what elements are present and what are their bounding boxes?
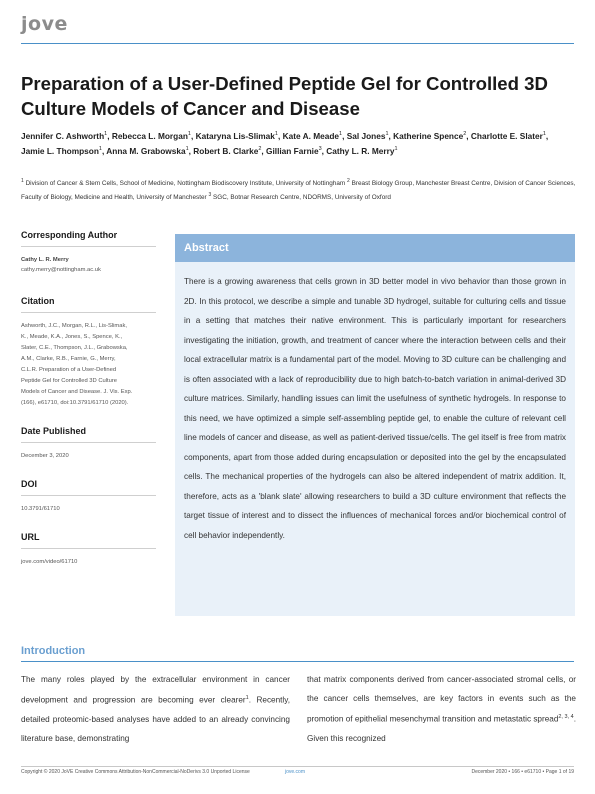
affiliation-marker: 3 xyxy=(208,191,212,198)
author-item xyxy=(21,146,102,156)
author-name: Kate A. Meade xyxy=(282,130,340,141)
author-affiliation-marker: 3 xyxy=(318,145,322,152)
affiliation-2: Breast Biology Group, Manchester Breast Centre, Division of Cancer Sciences, Faculty of Biology, Medicine and Health, University of Manchester xyxy=(21,180,576,201)
url-value[interactable]: jove.com/video/61710 xyxy=(21,559,78,565)
author-name: Anna M. Grabowska xyxy=(106,145,186,156)
author-item xyxy=(393,131,466,141)
footer-divider xyxy=(21,766,574,767)
affiliation-3: SGC, Botnar Research Centre, NDORMS, University of Oxford xyxy=(213,193,391,201)
author-item xyxy=(21,131,107,141)
doi-heading: DOI xyxy=(21,479,156,496)
citation-heading: Citation xyxy=(21,296,156,313)
footer-page-info: December 2020 • 166 • e61710 • Page 1 of 19 xyxy=(471,769,574,775)
abstract-heading: Abstract xyxy=(175,234,575,262)
corresponding-author-name: Cathy L. R. Merry xyxy=(21,257,69,263)
affiliation-1: Division of Cancer & Stem Cells, School of Medicine, Nottingham Biodiscovery Institute, University of Nottingham xyxy=(25,180,346,188)
author-name: Sal Jones xyxy=(346,130,386,141)
affiliation-marker: 2 xyxy=(347,178,350,184)
citation-text: Ashworth, J.C., Morgan, R.L., Lis-Slimak, K., Meade, K.A., Jones, S., Spence, K., Slater, C.E., Thompson, J.L., Grabowska, A.M., Clarke, R.B., Farnie, G., Merry, C.L.R. Preparation of a User-Defined Peptide Gel for Controlled 3D Culture Models of Cancer and Disease. J. Vis. Exp. (166), e61710, doi:10.3791/61710 (2020). xyxy=(21,323,133,406)
date-published-value: December 3, 2020 xyxy=(21,453,69,459)
author-affiliation-marker: 2 xyxy=(258,145,262,152)
author-item xyxy=(471,131,546,141)
reference-marker[interactable]: 1 xyxy=(245,695,249,701)
author-affiliation-marker: 1 xyxy=(394,145,398,152)
jove-logo[interactable]: jove xyxy=(21,13,68,35)
author-name: Jamie L. Thompson xyxy=(21,145,99,156)
author-affiliation-marker: 1 xyxy=(185,145,189,152)
author-name: Katherine Spence xyxy=(393,130,464,141)
intro-right-text-cont: . Given this recognized xyxy=(307,714,576,743)
intro-right-text: that matrix components derived from cancer-associated stromal cells, or the cancer cells themselves, are key factors in events such as the promotion of epithelial mesenchymal transition and metastatic spread xyxy=(307,675,576,724)
author-affiliation-marker: 1 xyxy=(385,131,389,137)
author-affiliation-marker: 1 xyxy=(339,131,343,137)
author-name: Robert B. Clarke xyxy=(193,145,259,156)
date-published-heading: Date Published xyxy=(21,426,156,443)
doi-value[interactable]: 10.3791/61710 xyxy=(21,506,60,512)
author-item xyxy=(347,131,389,141)
author-name: Charlotte E. Slater xyxy=(470,130,543,141)
introduction-divider xyxy=(21,661,574,662)
corresponding-author-heading: Corresponding Author xyxy=(21,230,156,247)
affiliation-marker: 1 xyxy=(21,178,24,184)
abstract-box xyxy=(175,234,575,616)
author-name: Rebecca L. Morgan xyxy=(111,130,188,141)
introduction-right-column xyxy=(307,670,576,748)
url-heading: URL xyxy=(21,532,156,549)
author-item xyxy=(112,131,191,141)
author-affiliation-marker: 1 xyxy=(542,131,546,137)
author-item xyxy=(283,131,342,141)
intro-left-text: The many roles played by the extracellular environment in cancer development and progression are becoming ever clearer xyxy=(21,675,290,705)
footer-copyright: Copyright © 2020 JoVE Creative Commons Attribution-NonCommercial-NoDerivs 3.0 Unported License xyxy=(21,769,250,775)
corresponding-author-email[interactable]: cathy.merry@nottingham.ac.uk xyxy=(21,267,101,273)
author-item xyxy=(266,146,322,156)
author-affiliation-marker: 2 xyxy=(463,131,467,137)
abstract-text: There is a growing awareness that cells grown in 3D better model in vivo behavior than those grown in 2D. In this protocol, we describe a simple and tunable 3D hydrogel, suitable for culturing cells and tissue in a setting that matches their native environment. This is particularly important for researchers investigating the initiation, growth, and treatment of cancer where the interaction between cells and their local extracellular matrix is a fundamental part of the model. Moving to 3D culture can be challenging and is often associated with a lack of reproducibility due to high batch-to-batch variation in animal-derived 3D culture matrices. Similarly, handling issues can limit the usefulness of synthetic hydrogels. In response to this need, we have optimized a simple self-assembling peptide gel, to enable the culture of relevant cell line models of cancer and disease, as well as patient-derived tissue/cells. The gel itself is free from matrix components, apart from those added during encapsulation or deposited into the gel by the encapsulated cells. The mechanical properties of the hydrogels can also be altered independent of matrix addition. It, therefore, acts as a 'blank slate' allowing researchers to build a 3D culture environment that reflects the target tissue of interest and to dissect the influences of mechanical forces and/or biochemical control of cell behavior independently. xyxy=(184,277,566,540)
author-item xyxy=(196,131,278,141)
author-item xyxy=(106,146,188,156)
footer-link[interactable]: jove.com xyxy=(285,769,306,775)
author-affiliation-marker: 1 xyxy=(104,131,108,137)
introduction-heading: Introduction xyxy=(21,645,86,657)
author-name: Jennifer C. Ashworth xyxy=(21,130,105,141)
intro-left-text-cont: . Recently, detailed proteomic-based analyses have added to an already convincing literature base, demonstrating xyxy=(21,695,291,743)
author-affiliation-marker: 1 xyxy=(274,131,278,137)
author-affiliation-marker: 1 xyxy=(98,145,102,152)
article-title: Preparation of a User-Defined Peptide Gel for Controlled 3D Culture Models of Cancer and Disease xyxy=(21,73,548,119)
author-item xyxy=(326,146,397,156)
author-item xyxy=(193,146,261,156)
author-list: Jennifer C. Ashworth$^1$, Rebecca L. Morgan$^1$, Kataryna Lis-Slimak$^1$, Kate A. Meade$^1$, Sal Jones$^1$, Katherine Spence$^2$, Charlotte E. Slater$^1$, Jamie L. Thompson$^1$, Anna M. Grabowska$^1$, Robert B. Clarke$^2$, Gillian Farnie$^3$, Cathy L. R. Merry$^1$ xyxy=(21,130,549,156)
author-name: Kataryna Lis-Slimak xyxy=(195,130,275,141)
author-affiliation-marker: 1 xyxy=(187,131,191,137)
article-sidebar xyxy=(21,230,156,568)
author-name: Cathy L. R. Merry xyxy=(326,145,395,156)
author-name: Gillian Farnie xyxy=(266,145,319,156)
header-divider xyxy=(21,43,574,44)
introduction-left-column xyxy=(21,670,290,748)
affiliations xyxy=(21,176,576,203)
reference-marker[interactable]: 2, 3, 4 xyxy=(558,714,574,720)
